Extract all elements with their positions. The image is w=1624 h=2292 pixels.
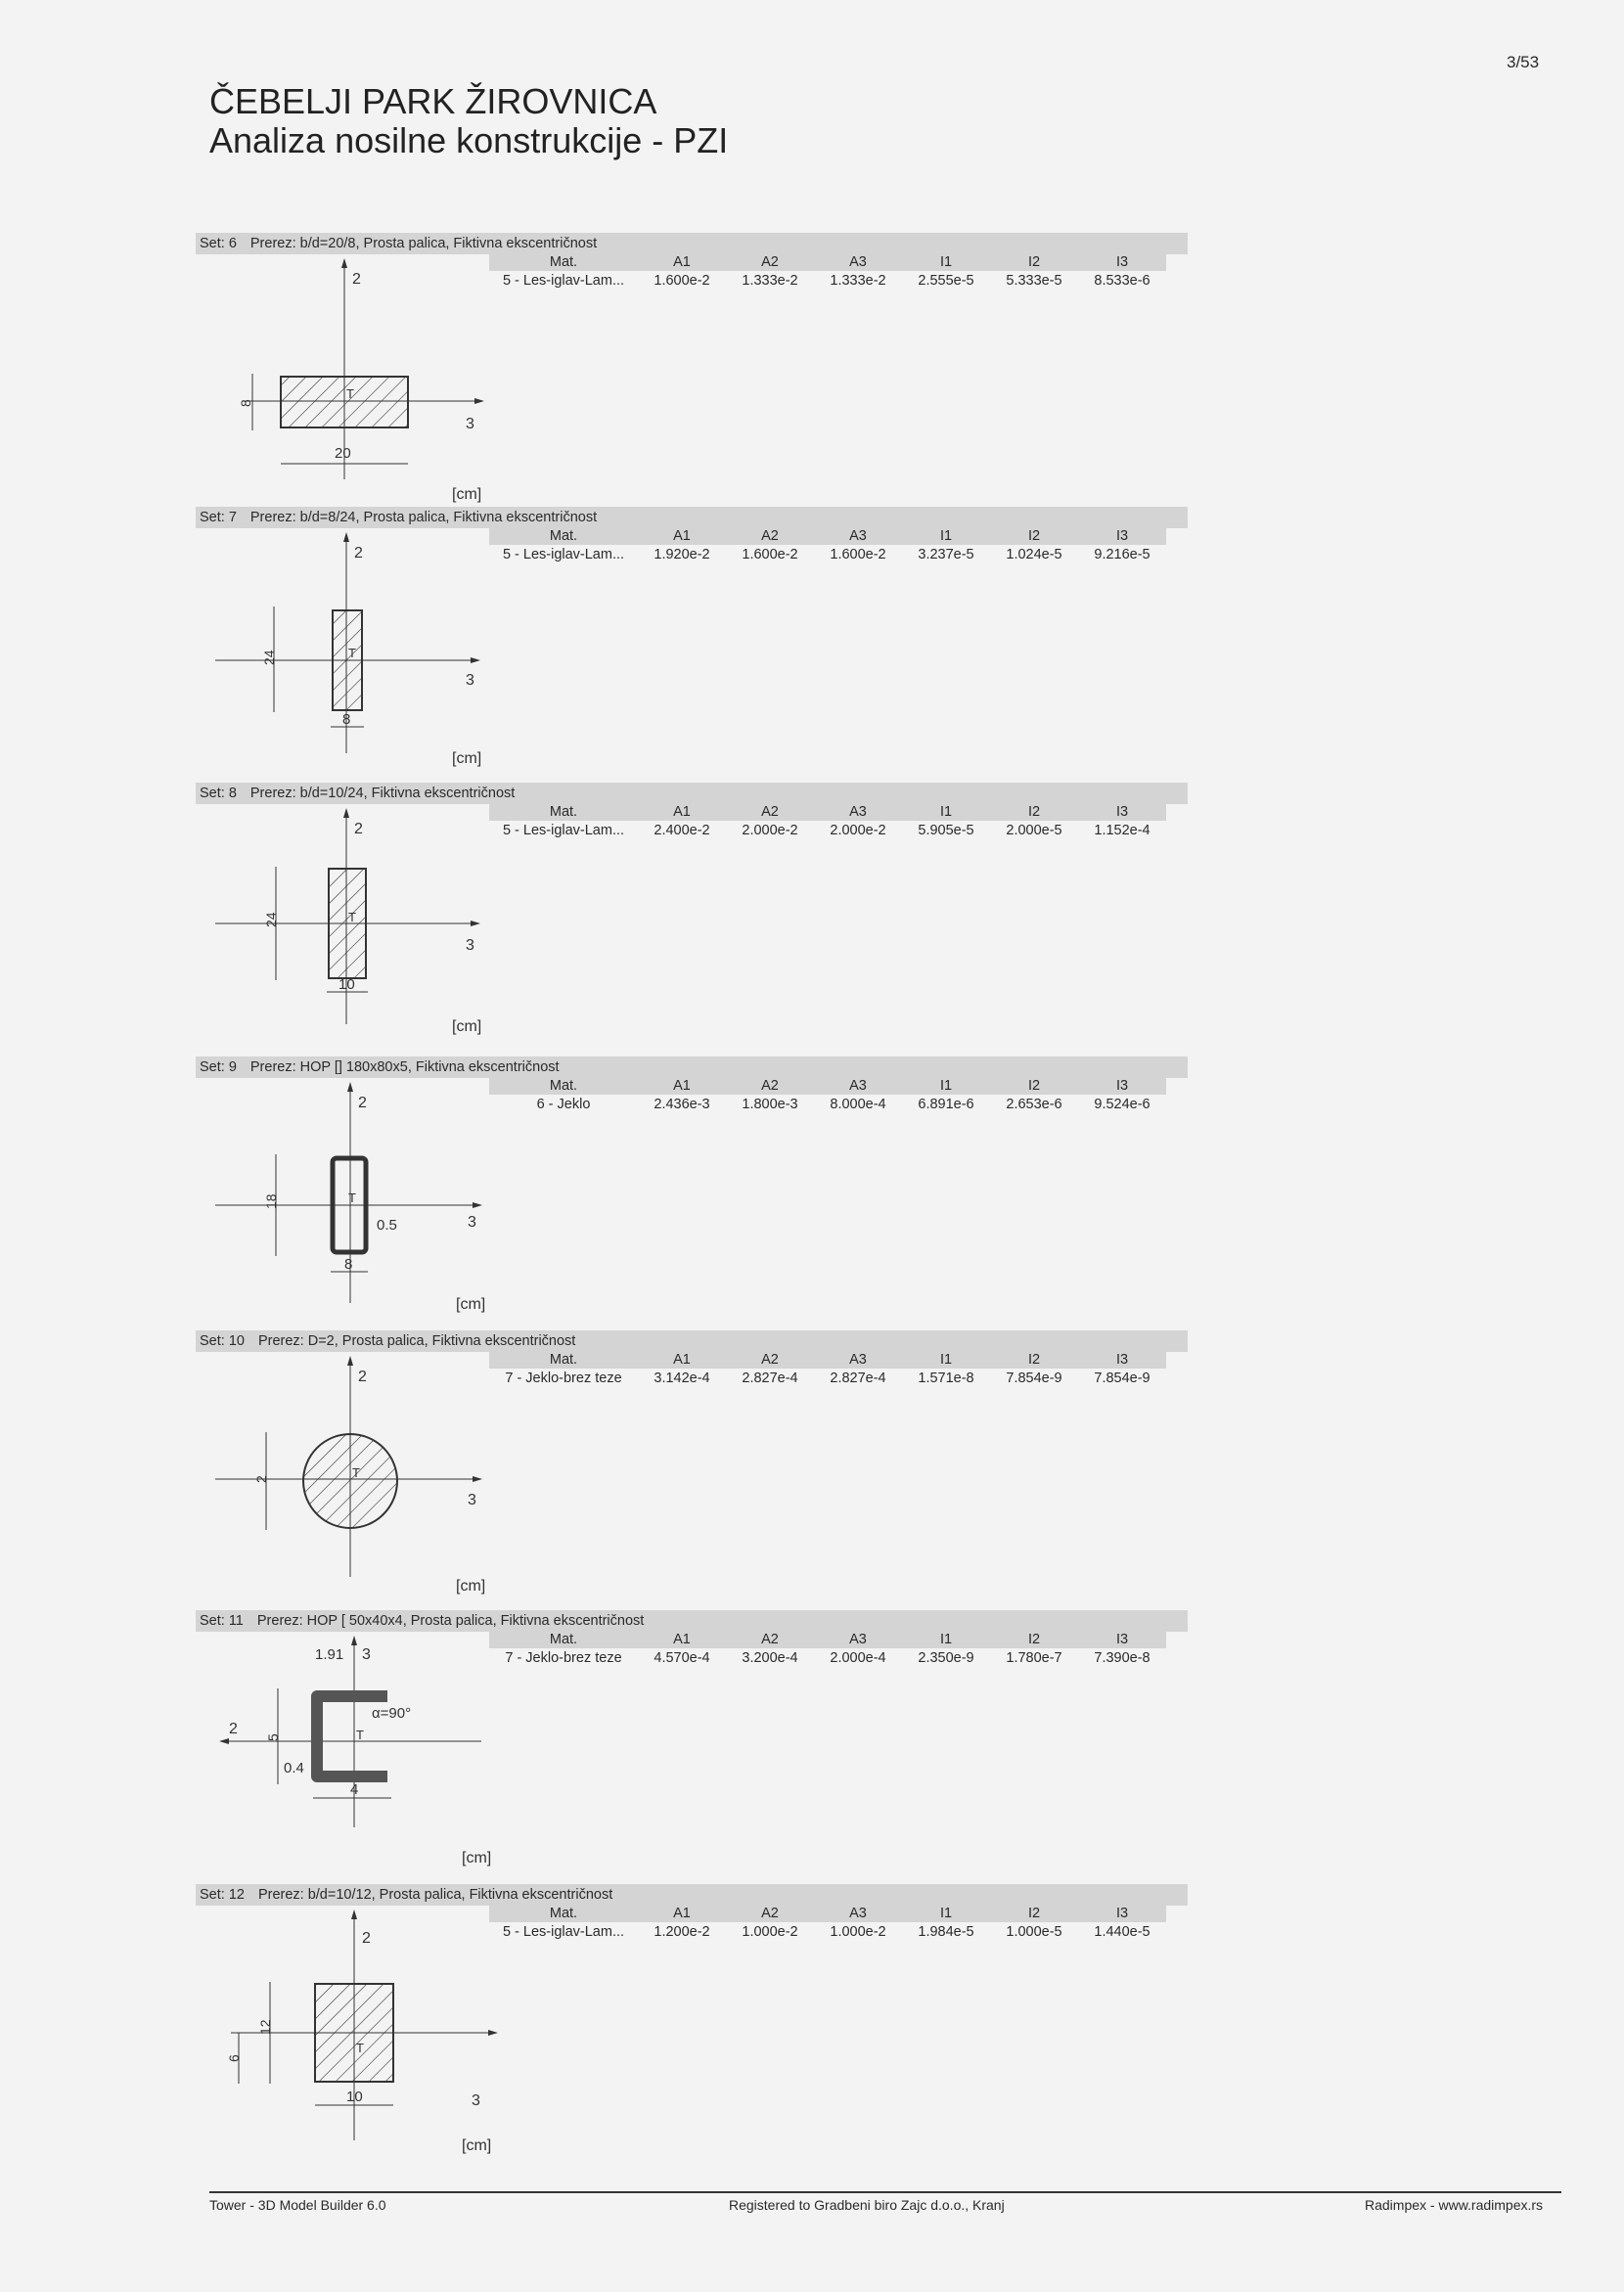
dimension-label: 8 — [342, 711, 351, 728]
rectangular-section — [281, 377, 408, 427]
section-description: Prerez: HOP [] 180x80x5, Fiktivna ekscentričnost — [249, 1059, 560, 1075]
set-header — [196, 507, 1188, 528]
angle-label: α=90° — [372, 1705, 412, 1722]
a3-cell: 8.000e-4 — [830, 1096, 886, 1112]
set-header — [196, 1056, 1188, 1078]
cross-section-diagram — [196, 254, 528, 509]
i3-cell: 7.390e-8 — [1094, 1649, 1150, 1666]
set-label: Set: 10 — [200, 1333, 245, 1349]
header-a1: A1 — [673, 1351, 691, 1368]
axis-2-label: 2 — [229, 1721, 238, 1737]
i1-cell: 6.891e-6 — [918, 1096, 974, 1112]
i1-cell: 5.905e-5 — [918, 822, 974, 838]
footer-vendor: Radimpex - www.radimpex.rs — [1365, 2197, 1544, 2213]
header-i1: I1 — [939, 1905, 953, 1921]
a3-cell: 2.000e-2 — [830, 822, 886, 838]
header-mat: Mat. — [549, 1077, 578, 1094]
a2-cell: 1.600e-2 — [742, 546, 798, 562]
header-i3: I3 — [1115, 803, 1129, 820]
axis-3-label: 3 — [472, 2092, 480, 2109]
axis-3-label: 3 — [466, 416, 474, 432]
header-a3: A3 — [849, 1351, 867, 1368]
header-a3: A3 — [849, 527, 867, 544]
i1-cell: 2.350e-9 — [918, 1649, 974, 1666]
header-a2: A2 — [761, 803, 779, 820]
axis-3-label: 3 — [362, 1646, 371, 1663]
unit-label: [cm] — [456, 1578, 486, 1595]
header-mat: Mat. — [549, 1351, 578, 1368]
axis-2-label: 2 — [354, 545, 363, 562]
footer-software: Tower - 3D Model Builder 6.0 — [209, 2197, 386, 2213]
i3-cell: 8.533e-6 — [1094, 272, 1150, 289]
header-i3: I3 — [1115, 1077, 1129, 1094]
header-a3: A3 — [849, 253, 867, 270]
header-a3: A3 — [849, 1905, 867, 1921]
axis-2-label: 2 — [358, 1369, 367, 1385]
dimension-label: 0.4 — [284, 1760, 304, 1776]
table-row — [489, 821, 1166, 839]
header-i3: I3 — [1115, 253, 1129, 270]
dimension-label: 4 — [350, 1781, 359, 1798]
a1-cell: 1.600e-2 — [654, 272, 710, 289]
section-description: Prerez: b/d=10/24, Fiktivna ekscentričnost — [249, 786, 516, 801]
unit-label: [cm] — [456, 1296, 486, 1313]
centroid-label: T — [352, 1465, 360, 1480]
a3-cell: 1.000e-2 — [830, 1923, 886, 1940]
header-i2: I2 — [1027, 253, 1041, 270]
table-row — [489, 1648, 1166, 1667]
i2-cell: 5.333e-5 — [1006, 272, 1062, 289]
a2-cell: 2.000e-2 — [742, 822, 798, 838]
header-a2: A2 — [761, 1077, 779, 1094]
centroid-label: T — [346, 386, 354, 401]
set-header — [196, 1610, 1188, 1632]
set-label: Set: 11 — [200, 1613, 244, 1629]
axis-2-label: 2 — [358, 1095, 367, 1111]
i3-cell: 9.216e-5 — [1094, 546, 1150, 562]
header-i2: I2 — [1027, 527, 1041, 544]
set-header — [196, 1884, 1188, 1906]
footer-registration: Registered to Gradbeni biro Zajc d.o.o., Kranj — [729, 2197, 1005, 2213]
a1-cell: 4.570e-4 — [654, 1649, 710, 1666]
document-subtitle: Analiza nosilne konstrukcije - PZI — [209, 120, 729, 160]
properties-table — [489, 1350, 1166, 1387]
dimension-label: 10 — [338, 976, 355, 993]
header-a1: A1 — [673, 1631, 691, 1647]
table-row — [489, 271, 1166, 290]
set-label: Set: 9 — [200, 1059, 237, 1075]
dimension-label: 8 — [344, 1256, 353, 1273]
header-i3: I3 — [1115, 1631, 1129, 1647]
header-a1: A1 — [673, 803, 691, 820]
i1-cell: 1.984e-5 — [918, 1923, 974, 1940]
i2-cell: 2.000e-5 — [1006, 822, 1062, 838]
cross-section-diagram — [196, 804, 528, 1058]
header-a2: A2 — [761, 1905, 779, 1921]
header-i2: I2 — [1027, 803, 1041, 820]
dimension-label: 8 — [238, 399, 253, 407]
header-i1: I1 — [939, 1351, 953, 1368]
page-number: 3/53 — [1507, 53, 1540, 71]
set-label: Set: 6 — [200, 236, 237, 251]
footer-divider — [209, 2191, 1561, 2193]
cross-section-diagram — [196, 528, 528, 783]
table-row — [489, 1095, 1166, 1113]
header-i2: I2 — [1027, 1077, 1041, 1094]
centroid-label: T — [348, 910, 356, 924]
cross-section-diagram — [196, 1352, 528, 1606]
material-cell: 5 - Les-iglav-Lam... — [502, 546, 625, 562]
a1-cell: 2.436e-3 — [654, 1096, 710, 1112]
i2-cell: 2.653e-6 — [1006, 1096, 1062, 1112]
i3-cell: 1.152e-4 — [1094, 822, 1150, 838]
header-mat: Mat. — [549, 527, 578, 544]
rectangular-section — [333, 610, 362, 710]
axis-2-label: 2 — [352, 271, 361, 288]
material-cell: 7 - Jeklo-brez teze — [505, 1649, 622, 1666]
rectangular-section — [315, 1984, 393, 2082]
axis-2-label: 2 — [354, 821, 363, 837]
header-a3: A3 — [849, 803, 867, 820]
set-label: Set: 12 — [200, 1887, 245, 1903]
section-description: Prerez: b/d=8/24, Prosta palica, Fiktivna ekscentričnost — [249, 510, 598, 525]
centroid-label: T — [356, 2041, 364, 2055]
a1-cell: 1.920e-2 — [654, 546, 710, 562]
centroid-label: T — [348, 1191, 356, 1205]
header-i1: I1 — [939, 1077, 953, 1094]
material-cell: 5 - Les-iglav-Lam... — [502, 1923, 625, 1940]
section-description: Prerez: D=2, Prosta palica, Fiktivna ekscentričnost — [257, 1333, 576, 1349]
material-cell: 7 - Jeklo-brez teze — [505, 1370, 622, 1386]
i2-cell: 1.780e-7 — [1006, 1649, 1062, 1666]
properties-table — [489, 526, 1166, 563]
dimension-label: 24 — [263, 912, 279, 927]
set-header — [196, 233, 1188, 254]
section-description: Prerez: b/d=10/12, Prosta palica, Fiktivna ekscentričnost — [257, 1887, 613, 1903]
header-a2: A2 — [761, 1351, 779, 1368]
i1-cell: 2.555e-5 — [918, 272, 974, 289]
header-i2: I2 — [1027, 1351, 1041, 1368]
header-i3: I3 — [1115, 1905, 1129, 1921]
header-a2: A2 — [761, 527, 779, 544]
header-i1: I1 — [939, 253, 953, 270]
a1-cell: 2.400e-2 — [654, 822, 710, 838]
centroid-label: T — [356, 1728, 364, 1742]
unit-label: [cm] — [452, 1018, 482, 1035]
header-i3: I3 — [1115, 1351, 1129, 1368]
axis-3-label: 3 — [466, 937, 474, 954]
header-i1: I1 — [939, 803, 953, 820]
a2-cell: 1.333e-2 — [742, 272, 798, 289]
header-mat: Mat. — [549, 1631, 578, 1647]
dimension-label: 1.91 — [315, 1646, 344, 1663]
unit-label: [cm] — [452, 750, 482, 767]
dimension-label: 6 — [226, 2054, 242, 2062]
properties-table — [489, 1630, 1166, 1667]
a3-cell: 1.333e-2 — [830, 272, 886, 289]
axis-3-label: 3 — [468, 1214, 476, 1231]
header-a1: A1 — [673, 1905, 691, 1921]
properties-table — [489, 1904, 1166, 1941]
dimension-label: 24 — [261, 650, 277, 665]
set-header — [196, 783, 1188, 804]
i3-cell: 9.524e-6 — [1094, 1096, 1150, 1112]
a3-cell: 2.000e-4 — [830, 1649, 886, 1666]
dimension-label: 2 — [253, 1475, 269, 1483]
dimension-label: 0.5 — [377, 1217, 397, 1234]
header-a1: A1 — [673, 1077, 691, 1094]
dimension-label: 20 — [335, 445, 351, 462]
header-i2: I2 — [1027, 1631, 1041, 1647]
material-cell: 6 - Jeklo — [536, 1096, 591, 1112]
properties-table — [489, 802, 1166, 839]
i1-cell: 3.237e-5 — [918, 546, 974, 562]
set-label: Set: 8 — [200, 786, 237, 801]
header-mat: Mat. — [549, 253, 578, 270]
header-i3: I3 — [1115, 527, 1129, 544]
project-title: ČEBELJI PARK ŽIROVNICA — [209, 81, 657, 121]
i1-cell: 1.571e-8 — [918, 1370, 974, 1386]
dimension-label: 12 — [257, 2019, 273, 2035]
unit-label: [cm] — [462, 2137, 492, 2154]
i2-cell: 1.000e-5 — [1006, 1923, 1062, 1940]
properties-table — [489, 252, 1166, 290]
table-row — [489, 1369, 1166, 1387]
header-a3: A3 — [849, 1077, 867, 1094]
circular-section — [303, 1434, 397, 1528]
a2-cell: 1.000e-2 — [742, 1923, 798, 1940]
unit-label: [cm] — [452, 486, 482, 503]
header-a3: A3 — [849, 1631, 867, 1647]
rectangular-section — [329, 869, 366, 978]
a2-cell: 3.200e-4 — [742, 1649, 798, 1666]
header-i1: I1 — [939, 527, 953, 544]
header-mat: Mat. — [549, 803, 578, 820]
i3-cell: 1.440e-5 — [1094, 1923, 1150, 1940]
cross-section-diagram — [196, 1906, 528, 2160]
axis-3-label: 3 — [466, 672, 474, 689]
a2-cell: 1.800e-3 — [742, 1096, 798, 1112]
a2-cell: 2.827e-4 — [742, 1370, 798, 1386]
header-a2: A2 — [761, 1631, 779, 1647]
table-row — [489, 1922, 1166, 1941]
a1-cell: 3.142e-4 — [654, 1370, 710, 1386]
header-a2: A2 — [761, 253, 779, 270]
dimension-label: 10 — [346, 2089, 363, 2105]
axis-2-label: 2 — [362, 1930, 371, 1947]
header-a1: A1 — [673, 253, 691, 270]
unit-label: [cm] — [462, 1850, 492, 1866]
material-cell: 5 - Les-iglav-Lam... — [502, 822, 625, 838]
properties-table — [489, 1076, 1166, 1113]
header-mat: Mat. — [549, 1905, 578, 1921]
dimension-label: 18 — [263, 1193, 279, 1209]
header-i2: I2 — [1027, 1905, 1041, 1921]
cross-section-diagram — [196, 1632, 528, 1886]
a3-cell: 1.600e-2 — [830, 546, 886, 562]
i2-cell: 1.024e-5 — [1006, 546, 1062, 562]
table-row — [489, 545, 1166, 563]
a3-cell: 2.827e-4 — [830, 1370, 886, 1386]
section-description: Prerez: HOP [ 50x40x4, Prosta palica, Fiktivna ekscentričnost — [256, 1613, 645, 1629]
dimension-label: 5 — [265, 1733, 281, 1741]
i2-cell: 7.854e-9 — [1006, 1370, 1062, 1386]
a1-cell: 1.200e-2 — [654, 1923, 710, 1940]
set-header — [196, 1330, 1188, 1352]
i3-cell: 7.854e-9 — [1094, 1370, 1150, 1386]
set-label: Set: 7 — [200, 510, 237, 525]
centroid-label: T — [348, 646, 356, 660]
header-i1: I1 — [939, 1631, 953, 1647]
axis-3-label: 3 — [468, 1492, 476, 1508]
material-cell: 5 - Les-iglav-Lam... — [502, 272, 625, 289]
header-a1: A1 — [673, 527, 691, 544]
cross-section-diagram — [196, 1078, 528, 1332]
section-description: Prerez: b/d=20/8, Prosta palica, Fiktivna ekscentričnost — [249, 236, 598, 251]
